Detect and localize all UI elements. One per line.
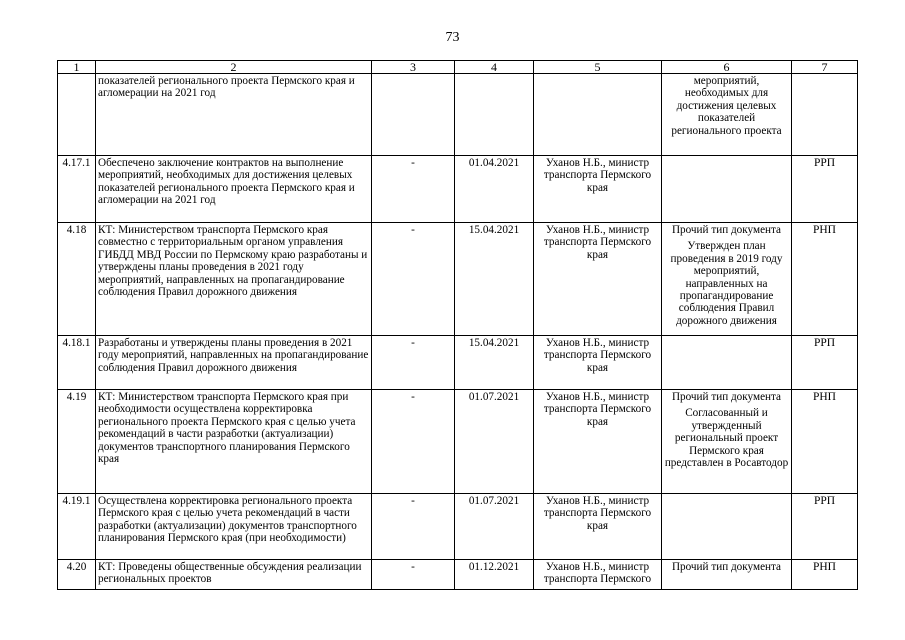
table-row [58,560,858,590]
row-number: 4.20 [58,560,96,590]
row-document [662,390,792,494]
row-description: Осуществлена корректировка регионального проекта Пермского края с целью учета рекомендаций в части разработки (актуализации) документов транспортного планирования Пермского края (при необходимости) [96,494,372,560]
document-description: мероприятий, необходимых для достижения целевых показателей регионального проекта [671,75,782,137]
column-header: 1 [58,61,96,74]
control-points-table [57,60,858,590]
row-document [662,560,792,590]
document-type: Прочий тип документа [671,561,782,573]
row-document [662,494,792,560]
row-responsible: Уханов Н.Б., министр транспорта Пермского края [534,223,662,336]
table-row [58,336,858,390]
row-description: Разработаны и утверждены планы проведения в 2021 году мероприятий, направленных на пропагандирование соблюдения Правил дорожного движения [96,336,372,390]
row-col3: - [372,390,455,494]
row-description: КТ: Министерством транспорта Пермского края при необходимости осуществлена корректировка регионального проекта Пермского края с целью учета рекомендаций в части разработки (актуализации) документов транспортного планирования Пермского края [96,390,372,494]
row-number: 4.19.1 [58,494,96,560]
row-number: 4.19 [58,390,96,494]
row-responsible: Уханов Н.Б., министр транспорта Пермского края [534,156,662,223]
row-date: 15.04.2021 [455,223,534,336]
page-number: 73 [445,30,460,45]
row-level: РНП [792,390,858,494]
table-row [58,74,858,156]
row-responsible: Уханов Н.Б., министр транспорта Пермского [534,560,662,590]
row-number: 4.18 [58,223,96,336]
table-row [58,390,858,494]
row-description: КТ: Проведены общественные обсуждения реализации региональных проектов [96,560,372,590]
row-level: РРП [792,336,858,390]
row-number [58,74,96,156]
row-description: Обеспечено заключение контрактов на выполнение мероприятий, необходимых для достижения целевых показателей регионального проекта Пермского края и агломерации на 2021 год [96,156,372,223]
row-number: 4.18.1 [58,336,96,390]
row-description: показателей регионального проекта Пермского края и агломерации на 2021 год [96,74,372,156]
row-level: РРП [792,494,858,560]
row-level: РРП [792,156,858,223]
table-row [58,223,858,336]
row-level [792,74,858,156]
column-header: 5 [534,61,662,74]
document-description: Утвержден план проведения в 2019 году мероприятий, направленных на пропагандирование соблюдения Правил дорожного движения [670,240,783,327]
document-type: Прочий тип документа [671,391,782,403]
column-header: 4 [455,61,534,74]
table-row [58,494,858,560]
row-col3 [372,74,455,156]
row-responsible: Уханов Н.Б., министр транспорта Пермского края [534,336,662,390]
column-header: 7 [792,61,858,74]
row-responsible [534,74,662,156]
row-number: 4.17.1 [58,156,96,223]
column-header: 2 [96,61,372,74]
row-responsible: Уханов Н.Б., министр транспорта Пермского края [534,390,662,494]
row-col3: - [372,336,455,390]
document-description: Согласованный и утвержденный региональный проект Пермского края представлен в Росавтодор [664,407,789,470]
header-row [58,61,858,74]
row-col3: - [372,494,455,560]
row-date [455,74,534,156]
row-date: 15.04.2021 [455,336,534,390]
row-description: КТ: Министерством транспорта Пермского края совместно с территориальным органом управления ГИБДД МВД России по Пермскому краю разработаны и утверждены планы проведения в 2021 году мероприятий, направленных на пропагандирование соблюдения Правил дорожного движения [96,223,372,336]
row-col3: - [372,560,455,590]
row-level: РНП [792,223,858,336]
column-header: 6 [662,61,792,74]
row-col3: - [372,223,455,336]
row-document [662,336,792,390]
row-col3: - [372,156,455,223]
column-header: 3 [372,61,455,74]
row-date: 01.12.2021 [455,560,534,590]
row-document [662,74,792,156]
row-date: 01.07.2021 [455,494,534,560]
row-responsible: Уханов Н.Б., министр транспорта Пермского края [534,494,662,560]
row-date: 01.07.2021 [455,390,534,494]
row-date: 01.04.2021 [455,156,534,223]
row-level: РНП [792,560,858,590]
row-document [662,156,792,223]
document-type: Прочий тип документа [671,224,782,236]
row-document [662,223,792,336]
table-row [58,156,858,223]
